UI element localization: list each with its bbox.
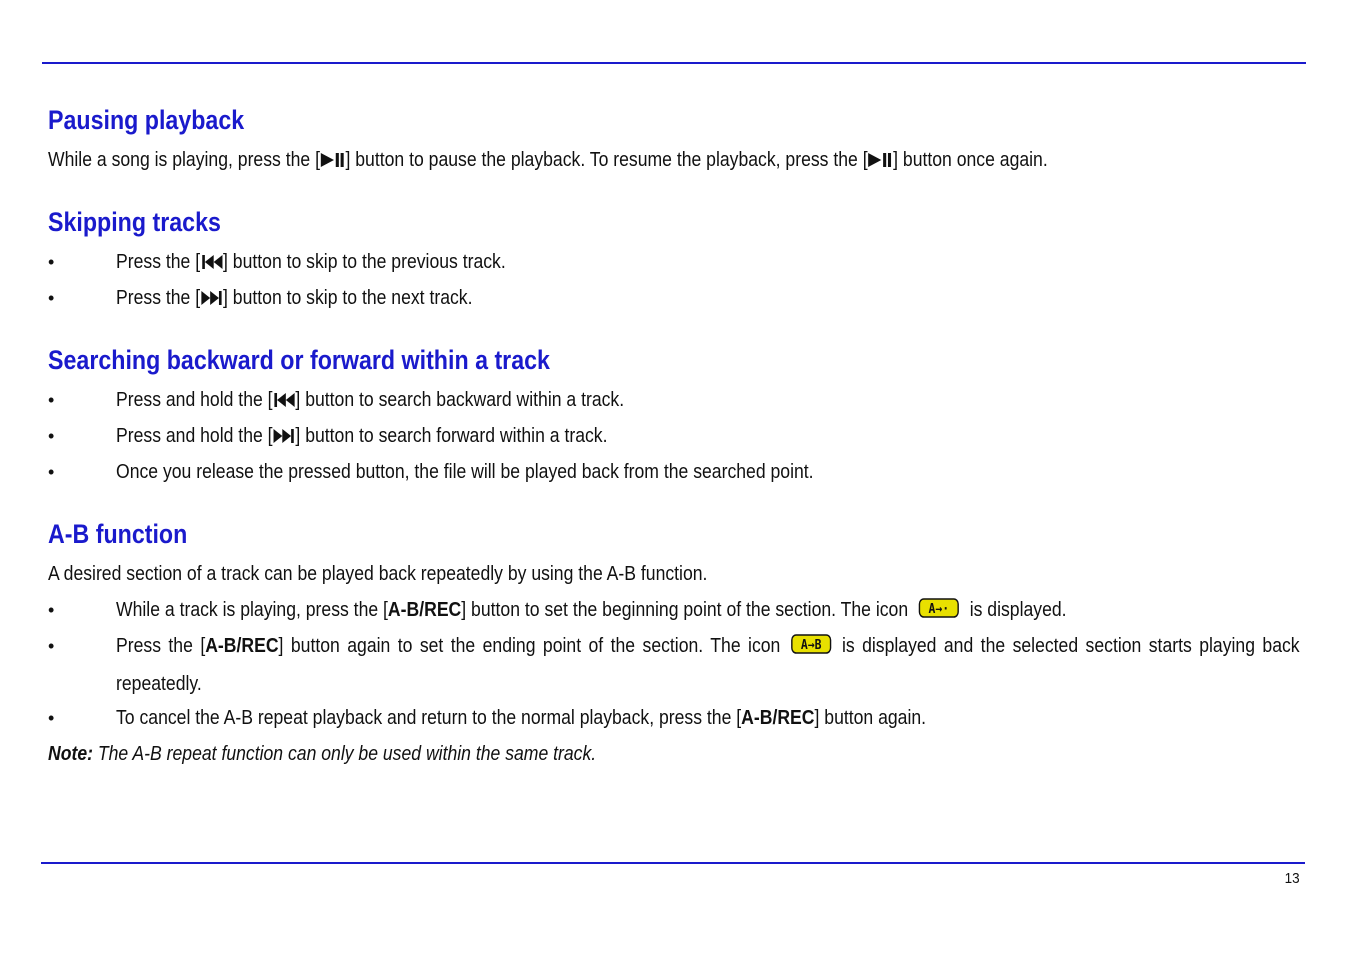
list-item: • Press the [ ] button to skip to the next track. bbox=[48, 287, 473, 309]
ab-repeat-icon bbox=[791, 630, 831, 666]
pausing-paragraph: While a song is playing, press the [ ] button to pause the playback. To resume the playback, press the [ ] button once again. bbox=[48, 149, 1048, 171]
next-track-icon bbox=[200, 289, 223, 307]
bottom-rule bbox=[41, 862, 1305, 864]
heading-ab-function: A-B function bbox=[48, 519, 188, 549]
page-number: 13 bbox=[1284, 870, 1300, 887]
list-item: • While a track is playing, press the [A-B/REC] button to set the beginning point of the section. The icon A→· is displayed. bbox=[48, 592, 1302, 628]
heading-pausing-playback: Pausing playback bbox=[48, 105, 245, 135]
manual-page-content bbox=[48, 98, 1302, 772]
list-item: • Press the [ ] button to skip to the previous track. bbox=[48, 251, 506, 273]
note bbox=[48, 736, 1152, 772]
list-item: • Once you release the pressed button, the file will be played back from the searched point. bbox=[48, 461, 814, 483]
svg-text:A→B: A→B bbox=[800, 637, 822, 653]
list-item: • Press the [A-B/REC] button again to set the ending point of the section. The icon A→B is displayed and the selected section starts playing back repeatedly. bbox=[48, 628, 1302, 700]
top-rule bbox=[42, 62, 1306, 64]
note-text: The A-B repeat function can only be used within the same track. bbox=[92, 743, 597, 765]
heading-skipping-tracks: Skipping tracks bbox=[48, 207, 221, 237]
play-pause-icon bbox=[320, 151, 346, 169]
note-label: Note: bbox=[48, 743, 93, 765]
heading-searching: Searching backward or forward within a track bbox=[48, 345, 550, 375]
svg-text:A→·: A→· bbox=[928, 601, 950, 617]
list-item: • To cancel the A-B repeat playback and return to the normal playback, press the [A-B/REC] button again. bbox=[48, 707, 927, 729]
ab-intro: A desired section of a track can be played back repeatedly by using the A-B function. bbox=[48, 563, 708, 585]
list-item: • Press and hold the [ ] button to search forward within a track. bbox=[48, 425, 608, 447]
previous-track-icon bbox=[273, 391, 296, 409]
previous-track-icon bbox=[200, 253, 223, 271]
ab-start-icon bbox=[919, 594, 959, 630]
list-item: • Press and hold the [ ] button to search backward within a track. bbox=[48, 389, 625, 411]
next-track-icon bbox=[273, 427, 296, 445]
play-pause-icon bbox=[868, 151, 894, 169]
